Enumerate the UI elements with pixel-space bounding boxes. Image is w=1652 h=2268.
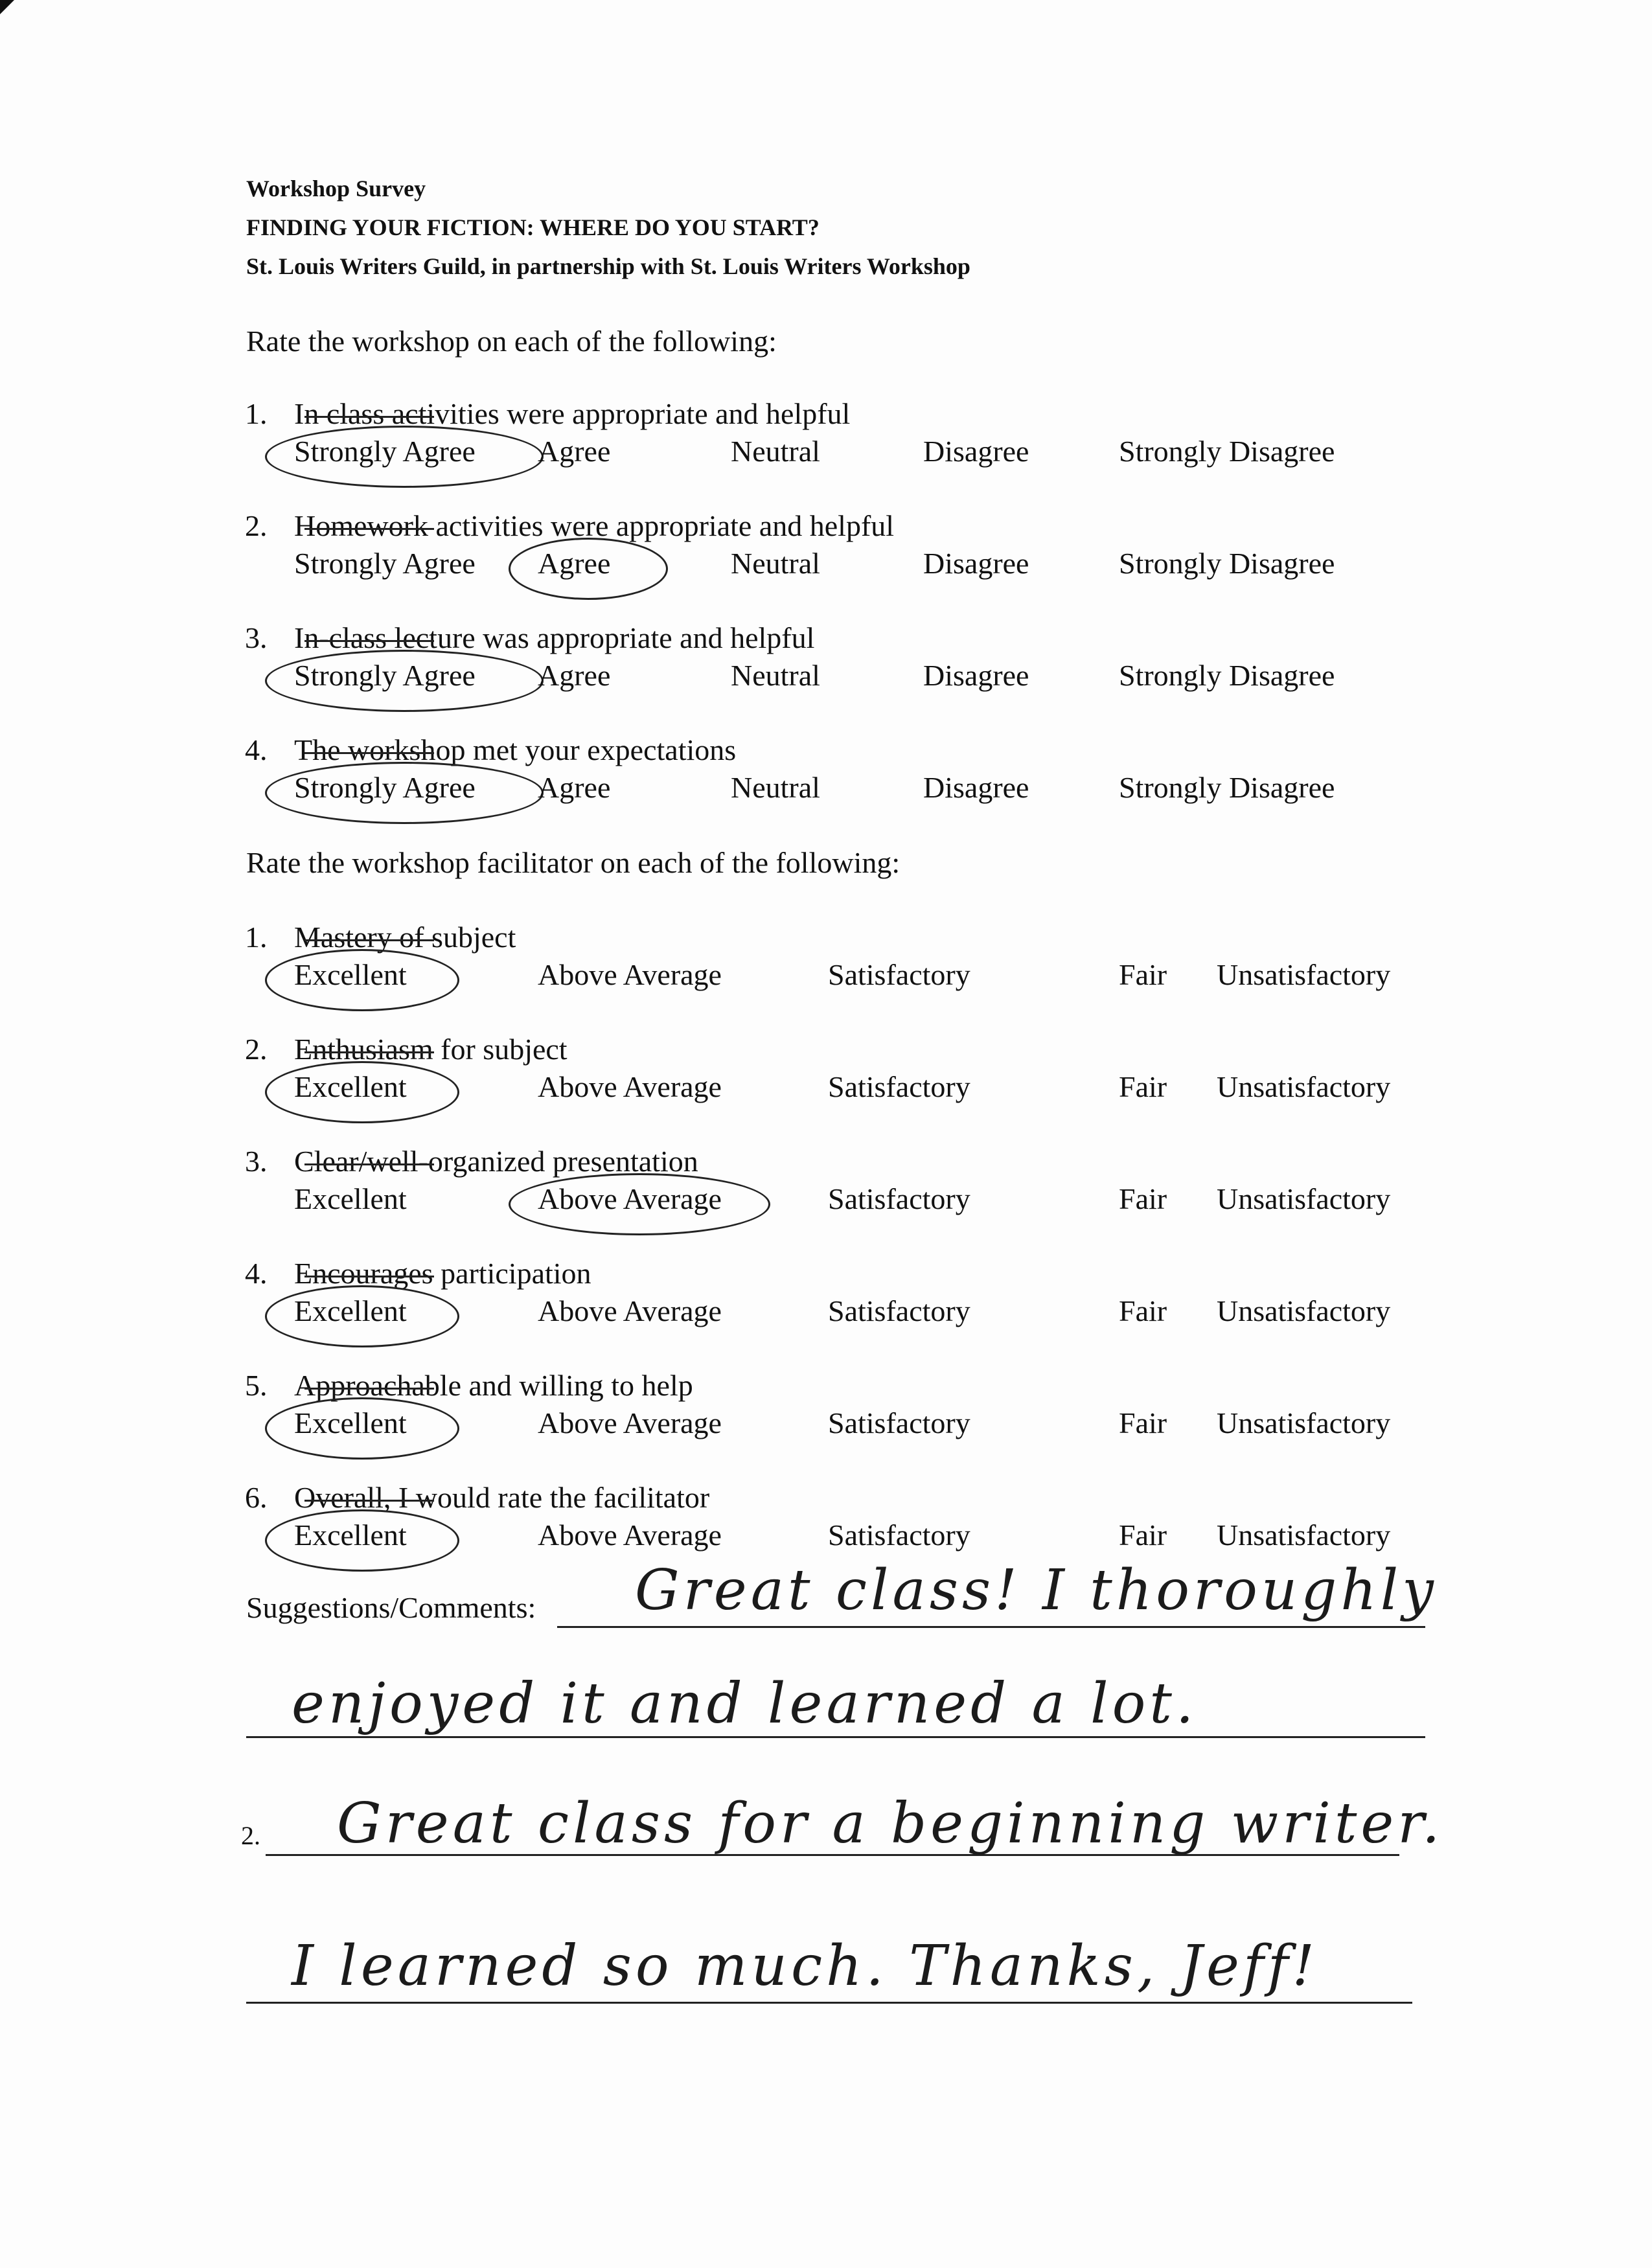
facilitator-option-fair[interactable]: Fair bbox=[1119, 1182, 1167, 1215]
facilitator-option-unsatisfactory[interactable]: Unsatisfactory bbox=[1217, 958, 1391, 991]
comment-rule-1 bbox=[557, 1626, 1425, 1628]
facilitator-option-above-average[interactable]: Above Average bbox=[538, 1518, 722, 1552]
handwritten-comment-line-1: Great class! I thoroughly bbox=[635, 1558, 1438, 1623]
workshop-option-neutral[interactable]: Neutral bbox=[731, 771, 820, 804]
section1-intro: Rate the workshop on each of the following: bbox=[246, 325, 777, 358]
facilitator-option-satisfactory[interactable]: Satisfactory bbox=[828, 1518, 970, 1552]
pen-strike-mark bbox=[304, 939, 434, 941]
handwritten-comment-line-3: Great class for a beginning writer. bbox=[337, 1791, 1444, 1856]
facilitator-option-satisfactory[interactable]: Satisfactory bbox=[828, 1406, 970, 1439]
pen-strike-mark bbox=[304, 752, 434, 754]
facilitator-option-above-average[interactable]: Above Average bbox=[538, 1294, 722, 1327]
pen-strike-mark bbox=[304, 1388, 434, 1390]
facilitator-option-above-average[interactable]: Above Average bbox=[538, 1182, 722, 1215]
workshop-option-strongly-disagree[interactable]: Strongly Disagree bbox=[1119, 547, 1335, 580]
facilitator-option-satisfactory[interactable]: Satisfactory bbox=[828, 1294, 970, 1327]
facilitator-question-number: 3. bbox=[245, 1145, 268, 1178]
facilitator-option-fair[interactable]: Fair bbox=[1119, 1294, 1167, 1327]
section2-intro: Rate the workshop facilitator on each of the following: bbox=[246, 846, 901, 879]
facilitator-question-number: 2. bbox=[245, 1033, 268, 1066]
workshop-title: FINDING YOUR FICTION: WHERE DO YOU START? bbox=[246, 214, 820, 240]
workshop-question-number: 2. bbox=[245, 509, 268, 542]
facilitator-question-number: 5. bbox=[245, 1369, 268, 1402]
workshop-option-strongly-agree[interactable]: Strongly Agree bbox=[294, 547, 476, 580]
facilitator-question-number: 6. bbox=[245, 1481, 268, 1514]
facilitator-option-satisfactory[interactable]: Satisfactory bbox=[828, 958, 970, 991]
facilitator-option-excellent[interactable]: Excellent bbox=[294, 1182, 407, 1215]
organizer-line: St. Louis Writers Guild, in partnership with St. Louis Writers Workshop bbox=[246, 253, 970, 279]
handwritten-comment-line-2: enjoyed it and learned a lot. bbox=[292, 1671, 1198, 1736]
facilitator-option-unsatisfactory[interactable]: Unsatisfactory bbox=[1217, 1070, 1391, 1103]
workshop-question-text: In class activities were appropriate and helpful bbox=[294, 397, 851, 430]
workshop-option-agree[interactable]: Agree bbox=[538, 547, 611, 580]
facilitator-question-number: 1. bbox=[245, 921, 268, 954]
facilitator-question-text: Approachable and willing to help bbox=[294, 1369, 693, 1402]
comments-label: Suggestions/Comments: bbox=[246, 1591, 536, 1624]
survey-label: Workshop Survey bbox=[246, 176, 426, 201]
facilitator-question-text: Enthusiasm for subject bbox=[294, 1033, 568, 1066]
facilitator-option-fair[interactable]: Fair bbox=[1119, 1518, 1167, 1552]
handwritten-comment-line-4: I learned so much. Thanks, Jeff! bbox=[292, 1934, 1319, 1999]
comment-rule-4 bbox=[246, 2002, 1412, 2004]
workshop-option-agree[interactable]: Agree bbox=[538, 435, 611, 468]
workshop-option-disagree[interactable]: Disagree bbox=[923, 659, 1029, 692]
pen-strike-mark bbox=[304, 1500, 434, 1502]
facilitator-option-unsatisfactory[interactable]: Unsatisfactory bbox=[1217, 1182, 1391, 1215]
pen-strike-mark bbox=[304, 1276, 434, 1277]
facilitator-option-excellent[interactable]: Excellent bbox=[294, 1406, 407, 1439]
comment-number: 2. bbox=[241, 1821, 260, 1850]
facilitator-option-excellent[interactable]: Excellent bbox=[294, 1294, 407, 1327]
facilitator-option-fair[interactable]: Fair bbox=[1119, 958, 1167, 991]
pen-strike-mark bbox=[304, 1163, 434, 1165]
scan-corner-mark bbox=[0, 0, 14, 14]
workshop-option-neutral[interactable]: Neutral bbox=[731, 659, 820, 692]
comment-rule-2 bbox=[246, 1736, 1425, 1738]
facilitator-option-unsatisfactory[interactable]: Unsatisfactory bbox=[1217, 1406, 1391, 1439]
facilitator-option-excellent[interactable]: Excellent bbox=[294, 958, 407, 991]
workshop-option-strongly-disagree[interactable]: Strongly Disagree bbox=[1119, 435, 1335, 468]
workshop-option-neutral[interactable]: Neutral bbox=[731, 547, 820, 580]
facilitator-option-unsatisfactory[interactable]: Unsatisfactory bbox=[1217, 1294, 1391, 1327]
facilitator-option-excellent[interactable]: Excellent bbox=[294, 1070, 407, 1103]
workshop-question-number: 3. bbox=[245, 621, 268, 654]
workshop-question-text: Homework activities were appropriate and helpful bbox=[294, 509, 895, 542]
pen-strike-mark bbox=[304, 416, 434, 418]
facilitator-option-satisfactory[interactable]: Satisfactory bbox=[828, 1070, 970, 1103]
workshop-option-strongly-agree[interactable]: Strongly Agree bbox=[294, 771, 476, 804]
pen-strike-mark bbox=[304, 528, 434, 530]
facilitator-question-text: Encourages participation bbox=[294, 1257, 591, 1290]
facilitator-option-excellent[interactable]: Excellent bbox=[294, 1518, 407, 1552]
pen-strike-mark bbox=[304, 1051, 434, 1053]
facilitator-option-fair[interactable]: Fair bbox=[1119, 1406, 1167, 1439]
workshop-question-text: The workshop met your expectations bbox=[294, 733, 737, 766]
facilitator-question-number: 4. bbox=[245, 1257, 268, 1290]
facilitator-option-above-average[interactable]: Above Average bbox=[538, 1406, 722, 1439]
workshop-question-text: In-class lecture was appropriate and helpful bbox=[294, 621, 815, 654]
workshop-question-number: 4. bbox=[245, 733, 268, 766]
workshop-option-disagree[interactable]: Disagree bbox=[923, 771, 1029, 804]
facilitator-question-text: Clear/well-organized presentation bbox=[294, 1145, 698, 1178]
workshop-option-strongly-agree[interactable]: Strongly Agree bbox=[294, 435, 476, 468]
workshop-option-strongly-disagree[interactable]: Strongly Disagree bbox=[1119, 659, 1335, 692]
workshop-option-disagree[interactable]: Disagree bbox=[923, 547, 1029, 580]
workshop-option-neutral[interactable]: Neutral bbox=[731, 435, 820, 468]
pen-strike-mark bbox=[304, 640, 434, 642]
workshop-question-number: 1. bbox=[245, 397, 268, 430]
workshop-option-agree[interactable]: Agree bbox=[538, 771, 611, 804]
workshop-option-strongly-agree[interactable]: Strongly Agree bbox=[294, 659, 476, 692]
workshop-option-strongly-disagree[interactable]: Strongly Disagree bbox=[1119, 771, 1335, 804]
facilitator-question-text: Overall, I would rate the facilitator bbox=[294, 1481, 710, 1514]
facilitator-option-above-average[interactable]: Above Average bbox=[538, 1070, 722, 1103]
workshop-option-agree[interactable]: Agree bbox=[538, 659, 611, 692]
facilitator-option-fair[interactable]: Fair bbox=[1119, 1070, 1167, 1103]
facilitator-option-unsatisfactory[interactable]: Unsatisfactory bbox=[1217, 1518, 1391, 1552]
workshop-option-disagree[interactable]: Disagree bbox=[923, 435, 1029, 468]
facilitator-option-satisfactory[interactable]: Satisfactory bbox=[828, 1182, 970, 1215]
facilitator-question-text: Mastery of subject bbox=[294, 921, 516, 954]
facilitator-option-above-average[interactable]: Above Average bbox=[538, 958, 722, 991]
